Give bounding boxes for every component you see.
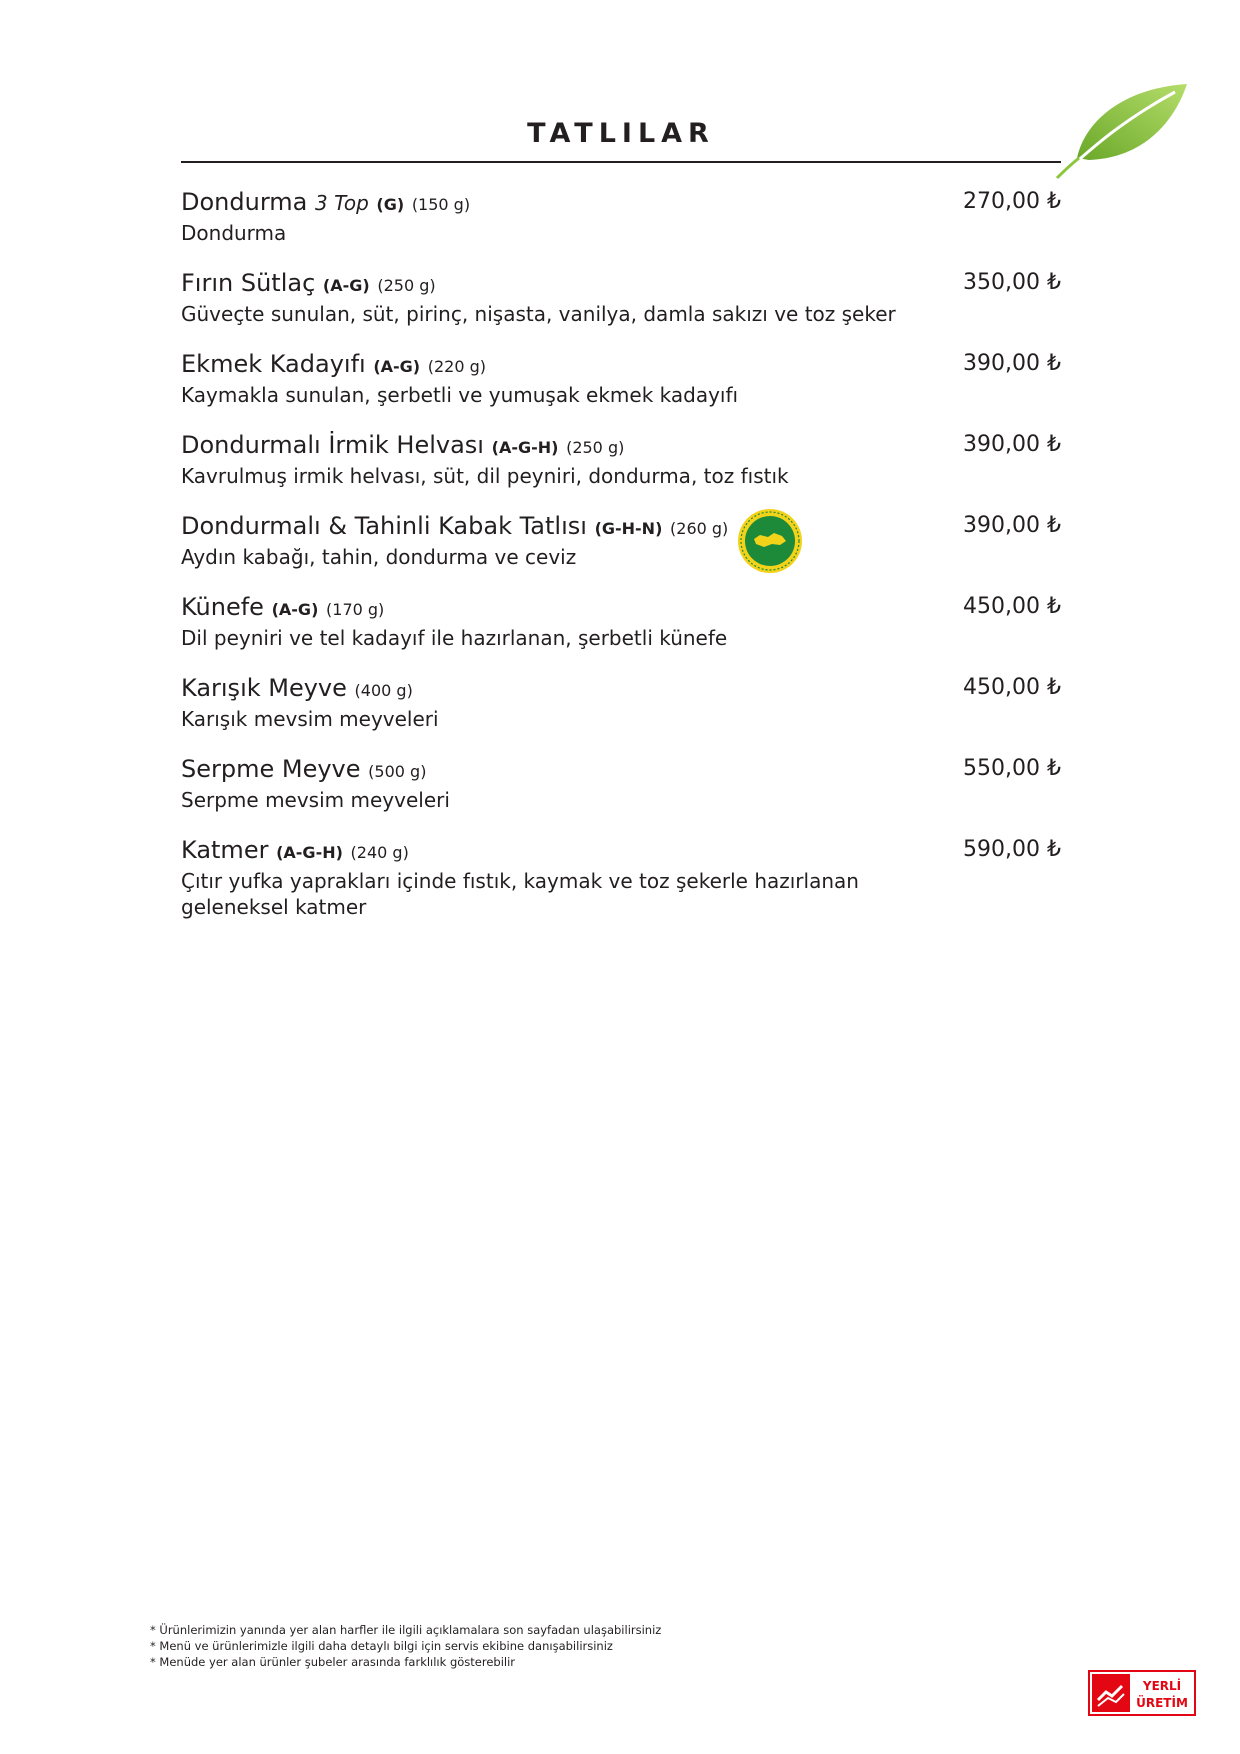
item-weight: (220 g) (427, 357, 487, 376)
item-price: 550,00 ₺ (963, 756, 1061, 781)
item-name: Dondurma (181, 188, 308, 216)
yerli-line2: ÜRETİM (1136, 1696, 1188, 1710)
footnote: * Menüde yer alan ürünler şubeler arasında farklılık gösterebilir (150, 1655, 516, 1669)
item-description: Dondurma (181, 221, 287, 245)
menu-item (181, 268, 1061, 327)
item-name: Dondurmalı & Tahinli Kabak Tatlısı (181, 512, 587, 540)
item-description: Kavrulmuş irmik helvası, süt, dil peyniri, dondurma, toz fıstık (181, 464, 789, 488)
page-header (181, 118, 1061, 149)
footnotes (150, 1622, 661, 1670)
item-allergen-codes: (G) (376, 195, 405, 214)
item-description: Dil peyniri ve tel kadayıf ile hazırlanan, şerbetli künefe (181, 626, 728, 650)
item-name: Serpme Meyve (181, 755, 361, 783)
menu-item (181, 835, 1061, 920)
item-weight: (250 g) (566, 438, 625, 457)
item-weight: (260 g) (670, 519, 729, 538)
item-allergen-codes: (A-G) (322, 276, 370, 295)
item-weight: (500 g) (368, 762, 427, 781)
item-price: 350,00 ₺ (963, 270, 1061, 295)
item-description: Çıtır yufka yaprakları içinde fıstık, kaymak ve toz şekerle hazırlanan geleneksel katmer (181, 869, 859, 919)
menu-list (181, 187, 1061, 942)
menu-item (181, 511, 1061, 570)
leaf-icon (1055, 80, 1195, 180)
item-description: Serpme mevsim meyveleri (181, 788, 450, 812)
yerli-uretim-logo (1088, 1670, 1196, 1716)
item-name: Fırın Sütlaç (181, 269, 316, 297)
item-price: 390,00 ₺ (963, 432, 1061, 457)
item-allergen-codes: (A-G-H) (276, 843, 343, 862)
geographical-indication-seal-icon (736, 507, 804, 575)
item-weight: (400 g) (354, 681, 413, 700)
footnote: * Ürünlerimizin yanında yer alan harfler ile ilgili açıklamalara son sayfadan ulaşabilirsiniz (150, 1623, 662, 1637)
item-price: 270,00 ₺ (963, 189, 1061, 214)
menu-item (181, 430, 1061, 489)
title-divider (181, 161, 1061, 163)
item-price: 390,00 ₺ (963, 513, 1061, 538)
menu-item (181, 349, 1061, 408)
item-name: Dondurmalı İrmik Helvası (181, 431, 484, 459)
menu-item (181, 673, 1061, 732)
menu-item (181, 187, 1061, 246)
item-weight: (240 g) (350, 843, 409, 862)
menu-item (181, 592, 1061, 651)
item-name: Karışık Meyve (181, 674, 347, 702)
item-description: Karışık mevsim meyveleri (181, 707, 439, 731)
yerli-line1: YERLİ (1142, 1679, 1182, 1693)
item-price: 390,00 ₺ (963, 351, 1061, 376)
page-title: TATLILAR (527, 118, 715, 149)
menu-item (181, 754, 1061, 813)
item-name: Künefe (181, 593, 264, 621)
item-weight: (250 g) (377, 276, 436, 295)
item-weight: (150 g) (411, 195, 471, 214)
item-description: Kaymakla sunulan, şerbetli ve yumuşak ekmek kadayıfı (181, 383, 739, 407)
item-weight: (170 g) (326, 600, 385, 619)
item-price: 450,00 ₺ (963, 675, 1061, 700)
item-price: 450,00 ₺ (963, 594, 1061, 619)
item-price: 590,00 ₺ (963, 837, 1061, 862)
item-allergen-codes: (A-G) (373, 357, 421, 376)
item-allergen-codes: (A-G-H) (491, 438, 559, 457)
item-name: Katmer (181, 836, 269, 864)
item-name: Ekmek Kadayıfı (181, 350, 366, 378)
item-description: Güveçte sunulan, süt, pirinç, nişasta, vanilya, damla sakızı ve toz şeker (181, 302, 896, 326)
item-description: Aydın kabağı, tahin, dondurma ve ceviz (181, 545, 577, 569)
footnote: * Menü ve ürünlerimizle ilgili daha detaylı bilgi için servis ekibine danışabilirsiniz (150, 1639, 613, 1653)
item-subname: 3 Top (315, 191, 369, 215)
item-allergen-codes: (A-G) (271, 600, 319, 619)
item-allergen-codes: (G-H-N) (594, 519, 663, 538)
